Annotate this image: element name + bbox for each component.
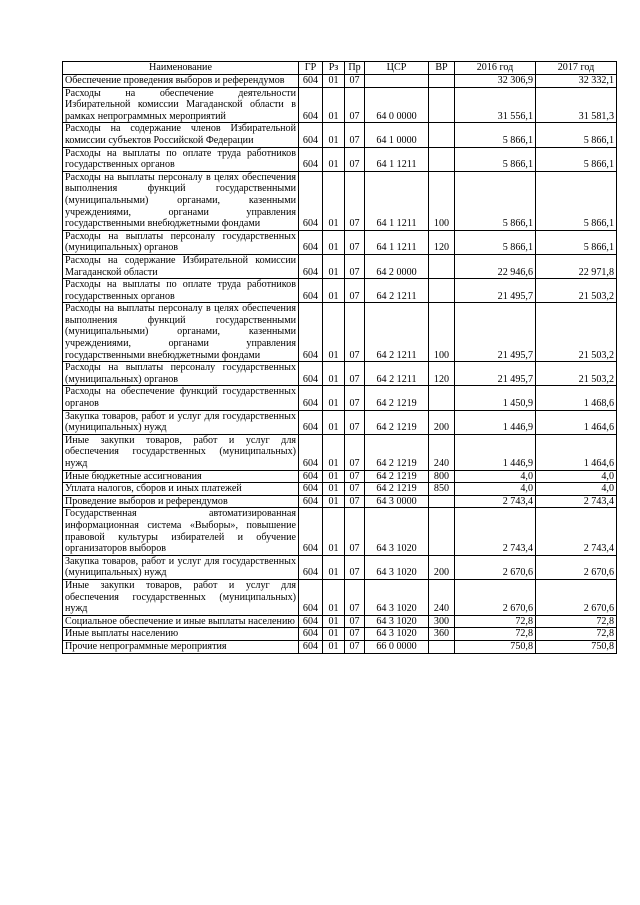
cell-csr: 64 2 1219 bbox=[365, 386, 429, 410]
cell-pr: 07 bbox=[345, 75, 365, 88]
table-row bbox=[63, 628, 617, 641]
cell-csr bbox=[365, 75, 429, 88]
table-header-row bbox=[63, 62, 617, 75]
cell-name: Расходы на выплаты по оплате труда работников государственных органов bbox=[63, 147, 299, 171]
cell-2016: 2 743,4 bbox=[455, 495, 536, 508]
cell-name: Расходы на выплаты персоналу государственных (муниципальных) органов bbox=[63, 230, 299, 254]
cell-pr: 07 bbox=[345, 123, 365, 147]
cell-pr: 07 bbox=[345, 147, 365, 171]
cell-name: Государственная автоматизированная информационная система «Выборы», повышение правовой культуры избирателей и обучение организаторов выборов bbox=[63, 508, 299, 555]
cell-pr: 07 bbox=[345, 483, 365, 496]
cell-2016: 2 743,4 bbox=[455, 508, 536, 555]
cell-pr: 07 bbox=[345, 230, 365, 254]
cell-pr: 07 bbox=[345, 508, 365, 555]
table-row bbox=[63, 362, 617, 386]
cell-vr: 240 bbox=[429, 579, 455, 615]
cell-csr: 64 1 1211 bbox=[365, 230, 429, 254]
cell-rz: 01 bbox=[323, 434, 345, 470]
cell-2016: 2 670,6 bbox=[455, 555, 536, 579]
cell-2017: 1 464,6 bbox=[536, 434, 617, 470]
cell-gr: 604 bbox=[299, 495, 323, 508]
cell-vr: 850 bbox=[429, 483, 455, 496]
cell-2017: 5 866,1 bbox=[536, 171, 617, 230]
cell-name: Расходы на выплаты персоналу в целях обеспечения выполнения функций государственными (муниципальными) органами, казенными учреждениями, органами управления государственными внебюджетными фондами bbox=[63, 303, 299, 362]
cell-csr: 66 0 0000 bbox=[365, 640, 429, 653]
table-row bbox=[63, 495, 617, 508]
cell-vr bbox=[429, 279, 455, 303]
cell-rz: 01 bbox=[323, 615, 345, 628]
cell-gr: 604 bbox=[299, 470, 323, 483]
cell-csr: 64 0 0000 bbox=[365, 87, 429, 123]
cell-pr: 07 bbox=[345, 87, 365, 123]
cell-gr: 604 bbox=[299, 555, 323, 579]
col-header-name: Наименование bbox=[63, 62, 299, 75]
cell-2017: 2 670,6 bbox=[536, 555, 617, 579]
cell-gr: 604 bbox=[299, 508, 323, 555]
cell-2016: 21 495,7 bbox=[455, 303, 536, 362]
cell-2016: 31 556,1 bbox=[455, 87, 536, 123]
cell-2016: 4,0 bbox=[455, 483, 536, 496]
col-header-pr: Пр bbox=[345, 62, 365, 75]
cell-pr: 07 bbox=[345, 555, 365, 579]
cell-rz: 01 bbox=[323, 495, 345, 508]
cell-name: Расходы на содержание членов Избирательной комиссии субъектов Российской Федерации bbox=[63, 123, 299, 147]
cell-2017: 21 503,2 bbox=[536, 362, 617, 386]
cell-rz: 01 bbox=[323, 171, 345, 230]
cell-2017: 1 468,6 bbox=[536, 386, 617, 410]
cell-gr: 604 bbox=[299, 123, 323, 147]
cell-2017: 21 503,2 bbox=[536, 279, 617, 303]
cell-name: Прочие непрограммные мероприятия bbox=[63, 640, 299, 653]
cell-csr: 64 2 1219 bbox=[365, 470, 429, 483]
cell-gr: 604 bbox=[299, 254, 323, 278]
cell-2017: 1 464,6 bbox=[536, 410, 617, 434]
cell-vr bbox=[429, 147, 455, 171]
cell-name: Закупка товаров, работ и услуг для государственных (муниципальных) нужд bbox=[63, 410, 299, 434]
cell-vr bbox=[429, 87, 455, 123]
cell-csr: 64 1 1211 bbox=[365, 171, 429, 230]
cell-csr: 64 2 0000 bbox=[365, 254, 429, 278]
cell-gr: 604 bbox=[299, 279, 323, 303]
cell-vr: 100 bbox=[429, 171, 455, 230]
table-row bbox=[63, 386, 617, 410]
col-header-2016: 2016 год bbox=[455, 62, 536, 75]
col-header-rz: Рз bbox=[323, 62, 345, 75]
cell-2017: 21 503,2 bbox=[536, 303, 617, 362]
table-row bbox=[63, 615, 617, 628]
cell-csr: 64 2 1219 bbox=[365, 410, 429, 434]
cell-pr: 07 bbox=[345, 495, 365, 508]
cell-rz: 01 bbox=[323, 87, 345, 123]
cell-name: Проведение выборов и референдумов bbox=[63, 495, 299, 508]
cell-name: Расходы на содержание Избирательной комиссии Магаданской области bbox=[63, 254, 299, 278]
cell-2017: 32 332,1 bbox=[536, 75, 617, 88]
table-row bbox=[63, 640, 617, 653]
cell-gr: 604 bbox=[299, 303, 323, 362]
cell-pr: 07 bbox=[345, 434, 365, 470]
cell-2016: 1 446,9 bbox=[455, 410, 536, 434]
cell-name: Расходы на выплаты по оплате труда работников государственных органов bbox=[63, 279, 299, 303]
table-row bbox=[63, 171, 617, 230]
cell-csr: 64 3 1020 bbox=[365, 615, 429, 628]
cell-2016: 5 866,1 bbox=[455, 123, 536, 147]
table-row bbox=[63, 230, 617, 254]
cell-name: Уплата налогов, сборов и иных платежей bbox=[63, 483, 299, 496]
cell-2016: 72,8 bbox=[455, 628, 536, 641]
cell-2017: 2 743,4 bbox=[536, 495, 617, 508]
cell-gr: 604 bbox=[299, 230, 323, 254]
cell-name: Расходы на обеспечение деятельности Избирательной комиссии Магаданской области в рамках непрограммных мероприятий bbox=[63, 87, 299, 123]
cell-2017: 31 581,3 bbox=[536, 87, 617, 123]
cell-rz: 01 bbox=[323, 123, 345, 147]
col-header-2017: 2017 год bbox=[536, 62, 617, 75]
cell-gr: 604 bbox=[299, 386, 323, 410]
table-row bbox=[63, 410, 617, 434]
cell-2016: 4,0 bbox=[455, 470, 536, 483]
cell-pr: 07 bbox=[345, 171, 365, 230]
cell-name: Расходы на выплаты персоналу государственных (муниципальных) органов bbox=[63, 362, 299, 386]
table-row bbox=[63, 254, 617, 278]
cell-2017: 4,0 bbox=[536, 483, 617, 496]
cell-vr bbox=[429, 75, 455, 88]
cell-gr: 604 bbox=[299, 640, 323, 653]
col-header-vr: ВР bbox=[429, 62, 455, 75]
cell-gr: 604 bbox=[299, 75, 323, 88]
cell-pr: 07 bbox=[345, 470, 365, 483]
cell-name: Иные выплаты населению bbox=[63, 628, 299, 641]
table-row bbox=[63, 434, 617, 470]
cell-vr: 120 bbox=[429, 362, 455, 386]
cell-gr: 604 bbox=[299, 147, 323, 171]
cell-gr: 604 bbox=[299, 615, 323, 628]
cell-vr: 200 bbox=[429, 555, 455, 579]
cell-2017: 750,8 bbox=[536, 640, 617, 653]
cell-csr: 64 2 1219 bbox=[365, 483, 429, 496]
table-row bbox=[63, 303, 617, 362]
cell-gr: 604 bbox=[299, 483, 323, 496]
cell-rz: 01 bbox=[323, 579, 345, 615]
cell-2016: 2 670,6 bbox=[455, 579, 536, 615]
cell-pr: 07 bbox=[345, 279, 365, 303]
cell-2017: 4,0 bbox=[536, 470, 617, 483]
cell-2017: 5 866,1 bbox=[536, 230, 617, 254]
cell-rz: 01 bbox=[323, 640, 345, 653]
cell-2017: 2 670,6 bbox=[536, 579, 617, 615]
cell-pr: 07 bbox=[345, 362, 365, 386]
cell-csr: 64 1 0000 bbox=[365, 123, 429, 147]
cell-csr: 64 3 1020 bbox=[365, 508, 429, 555]
cell-2016: 750,8 bbox=[455, 640, 536, 653]
cell-rz: 01 bbox=[323, 254, 345, 278]
cell-gr: 604 bbox=[299, 410, 323, 434]
cell-2017: 2 743,4 bbox=[536, 508, 617, 555]
cell-vr bbox=[429, 508, 455, 555]
cell-vr: 120 bbox=[429, 230, 455, 254]
cell-pr: 07 bbox=[345, 615, 365, 628]
cell-vr bbox=[429, 123, 455, 147]
table-row bbox=[63, 279, 617, 303]
cell-name: Расходы на обеспечение функций государственных органов bbox=[63, 386, 299, 410]
cell-2016: 21 495,7 bbox=[455, 362, 536, 386]
cell-vr: 240 bbox=[429, 434, 455, 470]
cell-vr bbox=[429, 254, 455, 278]
cell-name: Закупка товаров, работ и услуг для государственных (муниципальных) нужд bbox=[63, 555, 299, 579]
cell-vr: 360 bbox=[429, 628, 455, 641]
cell-rz: 01 bbox=[323, 628, 345, 641]
cell-2016: 5 866,1 bbox=[455, 171, 536, 230]
col-header-gr: ГР bbox=[299, 62, 323, 75]
cell-rz: 01 bbox=[323, 303, 345, 362]
table-row bbox=[63, 508, 617, 555]
cell-rz: 01 bbox=[323, 75, 345, 88]
cell-name: Иные закупки товаров, работ и услуг для обеспечения государственных (муниципальных) нужд bbox=[63, 434, 299, 470]
cell-2016: 32 306,9 bbox=[455, 75, 536, 88]
cell-vr: 800 bbox=[429, 470, 455, 483]
cell-csr: 64 2 1219 bbox=[365, 434, 429, 470]
cell-2017: 5 866,1 bbox=[536, 123, 617, 147]
cell-rz: 01 bbox=[323, 362, 345, 386]
cell-csr: 64 1 1211 bbox=[365, 147, 429, 171]
cell-name: Иные закупки товаров, работ и услуг для обеспечения государственных (муниципальных) нужд bbox=[63, 579, 299, 615]
cell-name: Иные бюджетные ассигнования bbox=[63, 470, 299, 483]
cell-2017: 22 971,8 bbox=[536, 254, 617, 278]
table-row bbox=[63, 147, 617, 171]
table-row bbox=[63, 579, 617, 615]
cell-rz: 01 bbox=[323, 483, 345, 496]
cell-vr: 200 bbox=[429, 410, 455, 434]
table-row bbox=[63, 87, 617, 123]
cell-csr: 64 3 0000 bbox=[365, 495, 429, 508]
cell-vr bbox=[429, 495, 455, 508]
cell-vr: 100 bbox=[429, 303, 455, 362]
cell-2017: 72,8 bbox=[536, 615, 617, 628]
cell-2016: 1 446,9 bbox=[455, 434, 536, 470]
cell-pr: 07 bbox=[345, 254, 365, 278]
cell-pr: 07 bbox=[345, 628, 365, 641]
cell-gr: 604 bbox=[299, 362, 323, 386]
cell-2016: 22 946,6 bbox=[455, 254, 536, 278]
cell-pr: 07 bbox=[345, 386, 365, 410]
cell-gr: 604 bbox=[299, 87, 323, 123]
cell-csr: 64 3 1020 bbox=[365, 555, 429, 579]
cell-gr: 604 bbox=[299, 628, 323, 641]
cell-vr: 300 bbox=[429, 615, 455, 628]
cell-pr: 07 bbox=[345, 579, 365, 615]
table-row bbox=[63, 555, 617, 579]
cell-csr: 64 2 1211 bbox=[365, 303, 429, 362]
table-row bbox=[63, 483, 617, 496]
cell-rz: 01 bbox=[323, 279, 345, 303]
cell-rz: 01 bbox=[323, 386, 345, 410]
cell-gr: 604 bbox=[299, 171, 323, 230]
cell-rz: 01 bbox=[323, 508, 345, 555]
cell-rz: 01 bbox=[323, 230, 345, 254]
col-header-csr: ЦСР bbox=[365, 62, 429, 75]
cell-vr bbox=[429, 640, 455, 653]
cell-2017: 5 866,1 bbox=[536, 147, 617, 171]
table-row bbox=[63, 75, 617, 88]
cell-2016: 1 450,9 bbox=[455, 386, 536, 410]
table-row bbox=[63, 470, 617, 483]
cell-pr: 07 bbox=[345, 410, 365, 434]
cell-2016: 5 866,1 bbox=[455, 147, 536, 171]
cell-csr: 64 3 1020 bbox=[365, 628, 429, 641]
cell-2016: 72,8 bbox=[455, 615, 536, 628]
budget-table bbox=[62, 61, 617, 654]
cell-2016: 5 866,1 bbox=[455, 230, 536, 254]
cell-rz: 01 bbox=[323, 555, 345, 579]
cell-pr: 07 bbox=[345, 640, 365, 653]
cell-pr: 07 bbox=[345, 303, 365, 362]
cell-name: Обеспечение проведения выборов и референдумов bbox=[63, 75, 299, 88]
cell-csr: 64 2 1211 bbox=[365, 279, 429, 303]
cell-2017: 72,8 bbox=[536, 628, 617, 641]
cell-gr: 604 bbox=[299, 579, 323, 615]
cell-rz: 01 bbox=[323, 147, 345, 171]
cell-name: Расходы на выплаты персоналу в целях обеспечения выполнения функций государственными (муниципальными) органами, казенными учреждениями, органами управления государственными внебюджетными фондами bbox=[63, 171, 299, 230]
cell-vr bbox=[429, 386, 455, 410]
cell-2016: 21 495,7 bbox=[455, 279, 536, 303]
cell-gr: 604 bbox=[299, 434, 323, 470]
cell-rz: 01 bbox=[323, 410, 345, 434]
cell-rz: 01 bbox=[323, 470, 345, 483]
cell-csr: 64 2 1211 bbox=[365, 362, 429, 386]
cell-csr: 64 3 1020 bbox=[365, 579, 429, 615]
table-row bbox=[63, 123, 617, 147]
cell-name: Социальное обеспечение и иные выплаты населению bbox=[63, 615, 299, 628]
